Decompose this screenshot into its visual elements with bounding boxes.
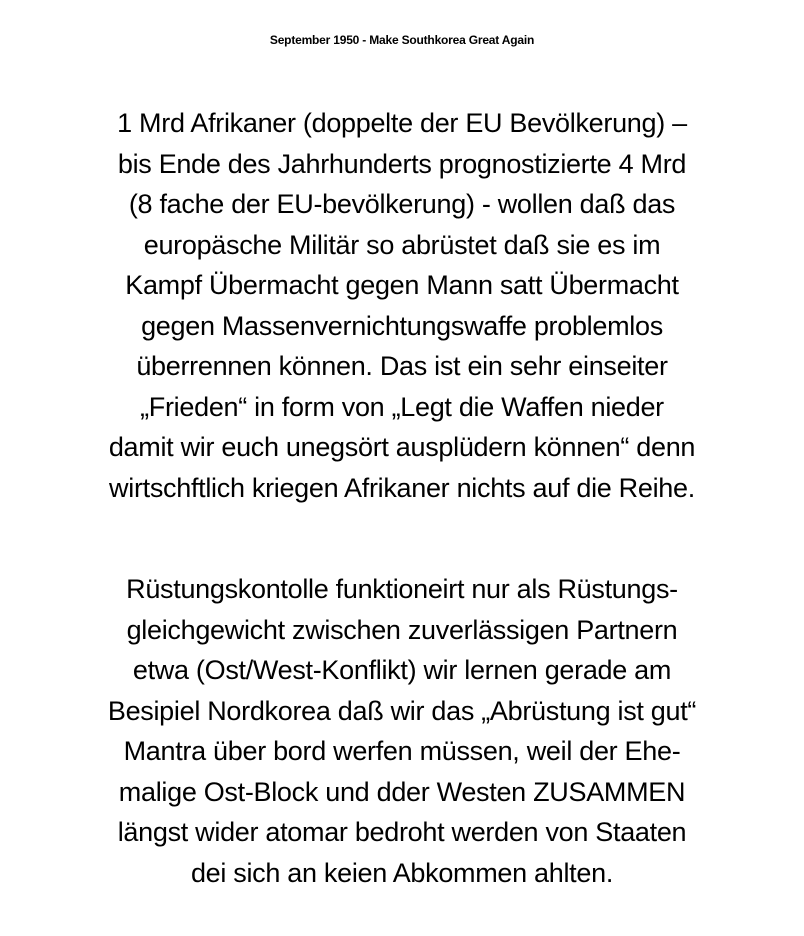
text-line: Rüstungskontolle funktioneirt nur als Rüstungs- bbox=[126, 574, 678, 604]
text-line: 1 Mrd Afrikaner (doppelte der EU Bevölkerung) – bbox=[117, 108, 687, 138]
text-line: „Frieden“ in form von „Legt die Waffen nieder bbox=[140, 391, 664, 422]
text-line: etwa (Ost/West-Konflikt) wir lernen gerade am bbox=[132, 655, 672, 685]
text-line: Besipiel Nordkorea daß wir das „Abrüstung ist gut“ bbox=[107, 695, 697, 726]
text-line: malige Ost-Block und dder Westen ZUSAMMEN bbox=[118, 776, 686, 807]
paragraph-africa bbox=[0, 103, 804, 508]
text-line: gleichgewicht zwischen zuverlässigen Partnern bbox=[126, 614, 678, 645]
text-line: wirtschftlich kriegen Afrikaner nichts auf die Reihe. bbox=[109, 472, 695, 503]
text-line: Mantra über bord werfen müssen, weil der Ehe- bbox=[123, 736, 681, 766]
document-title: September 1950 - Make Southkorea Great Again bbox=[269, 33, 535, 47]
text-line: damit wir euch unegsört ausplüdern können“ denn bbox=[108, 432, 696, 462]
text-line: gegen Massenvernichtungswaffe problemlos bbox=[141, 310, 663, 341]
text-line: längst wider atomar bedroht werden von Staaten bbox=[117, 817, 687, 847]
text-line: überrennen können. Das ist ein sehr einseiter bbox=[136, 351, 668, 381]
text-line: dei sich an keien Abkommen ahlten. bbox=[190, 857, 614, 888]
text-line: bis Ende des Jahrhunderts prognostizierte 4 Mrd bbox=[117, 148, 687, 179]
text-line: europäsche Militär so abrüstet daß sie es im bbox=[143, 229, 661, 260]
text-line: (8 fache der EU-bevölkerung) - wollen daß das bbox=[128, 189, 676, 219]
paragraph-arms-control bbox=[0, 569, 804, 893]
text-line: Kampf Übermacht gegen Mann satt Übermacht bbox=[125, 270, 679, 300]
